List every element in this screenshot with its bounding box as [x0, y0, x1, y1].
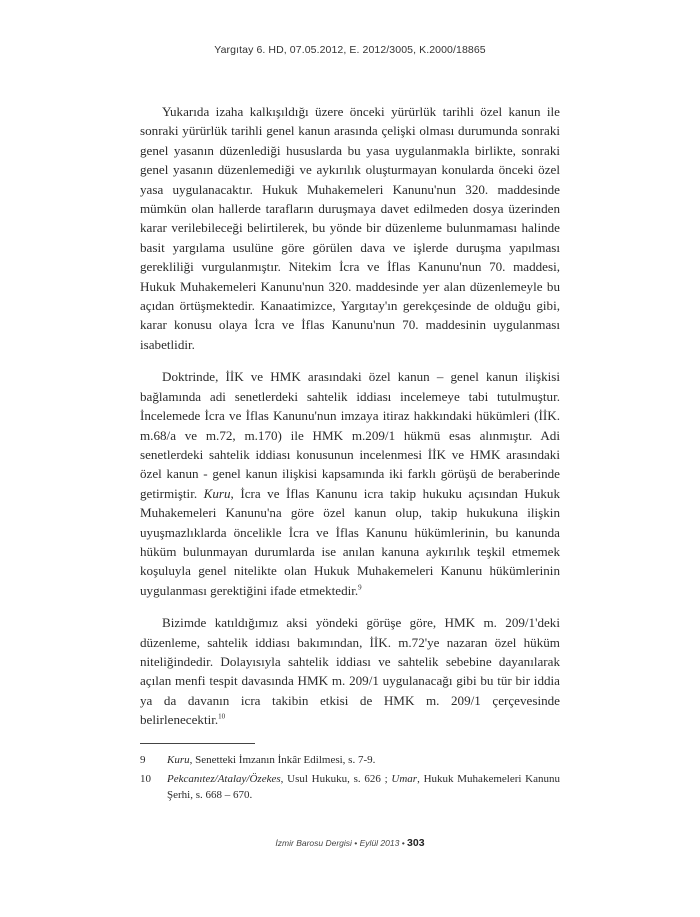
footnote-ref[interactable]: 9 — [358, 583, 362, 592]
footnote-number: 9 — [140, 754, 146, 766]
citation-text: , Usul Hukuku, s. 626 ; — [280, 772, 392, 785]
author-name: Pekcanıtez/Atalay/Özekes — [167, 772, 281, 785]
paragraph-text: Doktrinde, İİK ve HMK arasındaki özel kanun – genel kanun ilişkisi bağlamında adi senetlerdeki sahtelik iddiası incelemeye tabi tutulmuştur. İncelemede İcra ve İflas Kanunu'nun imzaya itiraz hakkındaki hükümleri (İİK. m.68/a ve m.72, m.170) ile HMK m.209/1 hükmü esas alınmıştır. Adi senetlerdeki sahtelik iddiası konusunun incelenmesi İİK ve HMK arasındaki özel kanun - genel kanun ilişkisi kapsamında iki farklı görüşü de beraberinde getirmiştir. — [140, 369, 560, 501]
paragraph — [140, 613, 560, 729]
page-number: 303 — [407, 837, 425, 849]
author-name: Kuru — [167, 754, 190, 766]
citation-text: , Senetteki İmzanın İnkâr Edilmesi, s. 7-9. — [189, 754, 376, 766]
running-header: Yargıtay 6. HD, 07.05.2012, E. 2012/3005, K.2000/18865 — [214, 44, 486, 56]
citation-text: , Hukuk Muhakemeleri Kanunu Şerhi, s. 668 – 670. — [167, 772, 560, 801]
page-footer — [0, 837, 700, 849]
paragraph-text: , İcra ve İflas Kanunu icra takip hukuku açısından Hukuk Muhakemeleri Kanunu'na göre özel kanun olup, takip hukukuna ilişkin uyuşmazlıklarda öncelikle İcra ve İflas Kanunu hükümlerinin, bu kanunda hüküm bulunmayan durumlarda ise anılan kanuna aykırılık teşkil etmemek koşuluyla genel nitelikte olan Hukuk Muhakemeleri Kanunu hükümlerinin uygulanması gerektiğini ifade etmektedir. — [140, 485, 560, 598]
paragraph: Yukarıda izaha kalkışıldığı üzere önceki yürürlük tarihli özel kanun ile sonraki yürürlük tarihli genel kanun arasında çelişki olması durumunda sonraki genel yasanın düzenlediği hususlarda bu yasa uygulanmakla birlikte, sonraki genel yasanın düzenlemediği ve aykırılık oluşturmayan konularda önceki özel yasa uygulanacaktır. Hukuk Muhakemeleri Kanunu'nun 320. maddesinde mümkün olan hallerde tarafların duruşmaya davet edilmeden dosya üzerinden karar verilebileceği belirtilerek, bu yönde bir düzenleme bulunmaması halinde basit yargılama usulüne göre görülen dava ve işlerde duruşma yapılması gerekliliği vurgulanmıştır. Nitekim İcra ve İflas Kanunu'nun 70. maddesi, Hukuk Muhakemeleri Kanunu'nun 320. maddesinde yer alan düzenlemeyle bu açıdan örtüşmektedir. Kanaatimizce, Yargıtay'ın gerekçesinde de olduğu gibi, karar konusu olaya İcra ve İflas Kanunu'nun 70. maddesinin uygulanması isabetlidir. — [140, 104, 560, 352]
footnote-text — [167, 752, 560, 769]
footnotes — [140, 752, 560, 806]
author-name: Umar — [391, 772, 418, 785]
paragraph-text: Bizimde katıldığımız aksi yöndeki görüşe göre, HMK m. 209/1'deki düzenleme, sahtelik iddiası bakımından, İİK. m.72'ye nazaran özel hüküm niteliğindedir. Dolayısıyla sahtelik iddiası ve sahtelik sebebine dayanılarak açılan menfi tespit davasında HMK m. 209/1 uygulanacağı gibi bu tür bir iddia ya da davanın icra takibin etkisi de HMK m. 209/1 çerçevesinde belirlenecektir. — [140, 615, 560, 728]
footnote-ref[interactable]: 10 — [218, 712, 226, 721]
footnote-number: 10 — [140, 772, 151, 785]
main-body — [140, 102, 560, 743]
footnote-text — [167, 771, 560, 804]
footnote — [140, 752, 560, 769]
author-name: Kuru — [203, 485, 231, 501]
footnote — [140, 771, 560, 804]
footnote-divider — [140, 743, 255, 744]
journal-name: İzmir Barosu Dergisi • Eylül 2013 • — [275, 838, 405, 848]
paragraph — [140, 367, 560, 600]
